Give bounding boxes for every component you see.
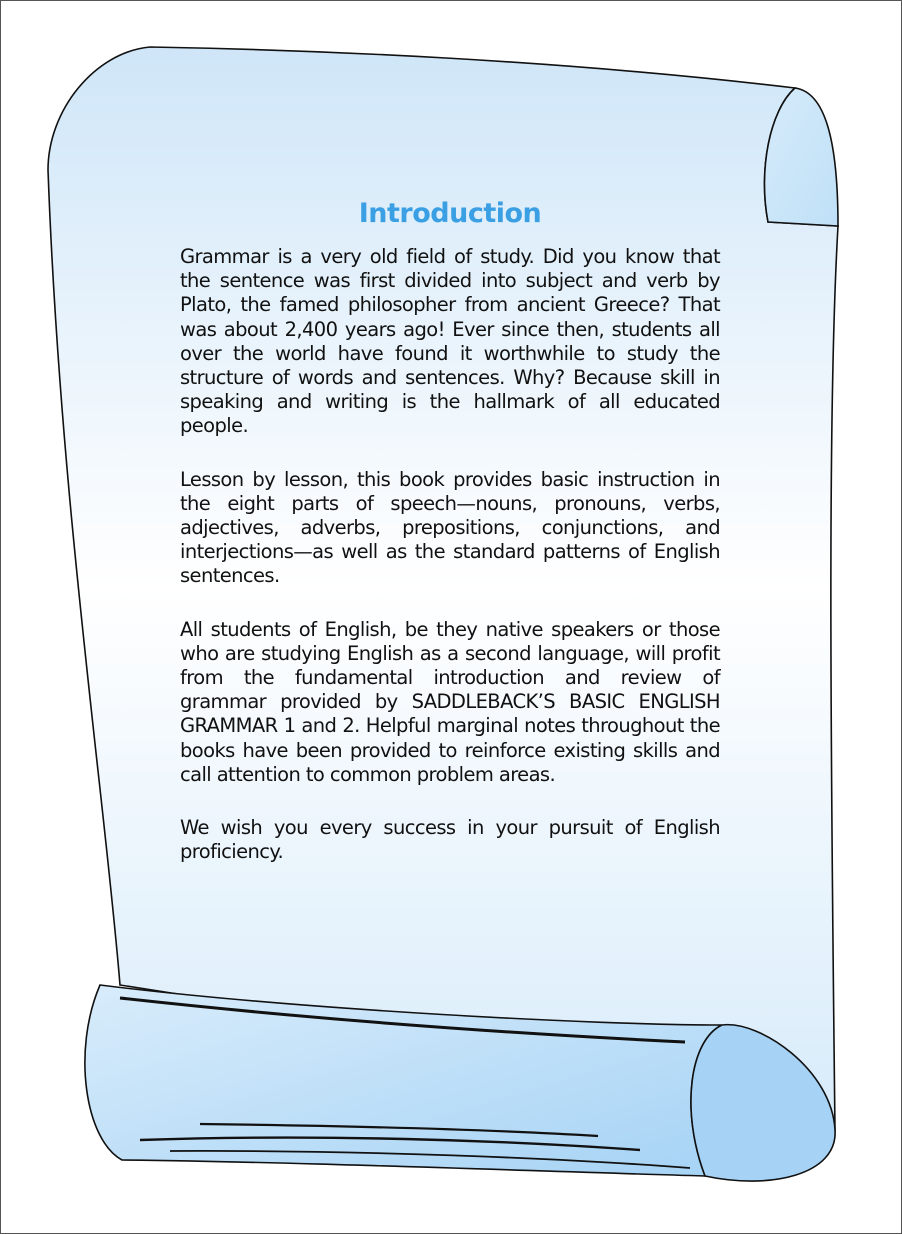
- paragraph: Lesson by lesson, this book provides basic instruction in the eight parts of speech—nouns, pronouns, verbs, adjectives, adverbs, prepositions, conjunctions, and interjections—as well as the standard patterns of English sentences.: [180, 467, 720, 588]
- paragraph: Grammar is a very old field of study. Did you know that the sentence was first divided into subject and verb by Plato, the famed philosopher from ancient Greece? That was about 2,400 years ago! Ever since then, students all over the world have found it worthwhile to study the structure of words and sentences. Why? Because skill in speaking and writing is the hallmark of all educated people.: [180, 245, 720, 438]
- introduction-content: [180, 198, 720, 893]
- paragraph: All students of English, be they native speakers or those who are studying English as a second language, will profit from the fundamental introduction and review of grammar provided by SADDLEBACK’S BASIC ENGLISH GRAMMAR 1 and 2. Helpful marginal notes throughout the books have been provided to reinforce existing skills and call attention to common problem areas.: [180, 617, 720, 786]
- page-title: Introduction: [358, 198, 542, 229]
- paragraph: We wish you every success in your pursuit of English proficiency.: [180, 816, 720, 864]
